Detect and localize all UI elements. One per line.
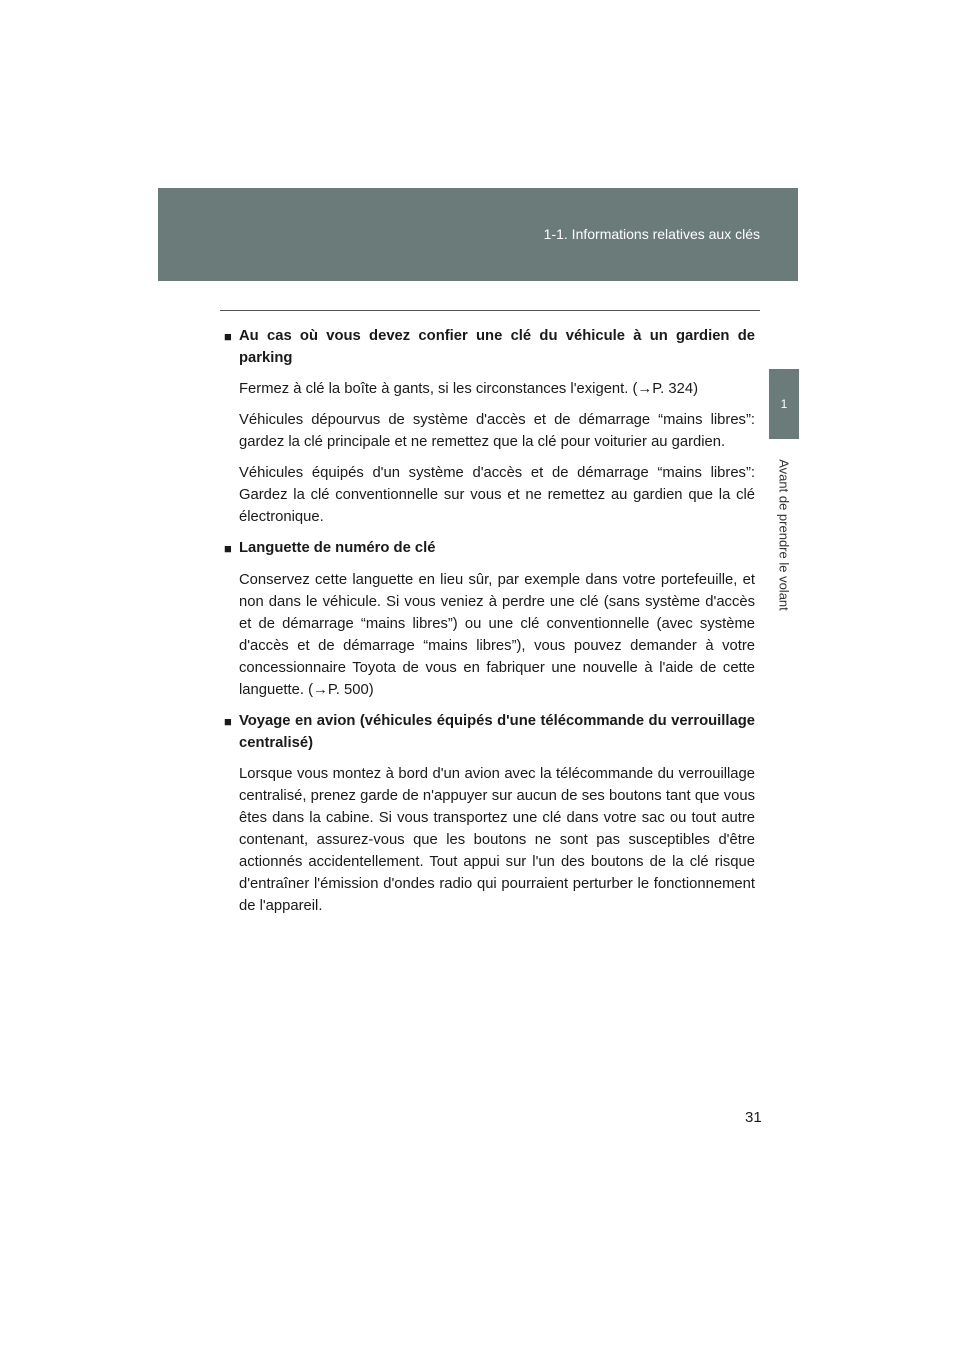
paragraph: Véhicules dépourvus de système d'accès et de démarrage “mains libres”: gardez la clé principale et ne remettez que la clé pour voiturier au gardien. [239,412,755,450]
paragraph: Conservez cette languette en lieu sûr, par exemple dans votre portefeuille, et non dans le véhicule. Si vous veniez à perdre une clé (sans système d'accès et de démarrage “mains libres”) ou une clé conventionnelle (avec système d'accès et de démarrage “mains libres”), vous pouvez demander à votre concessionnaire Toyota de vous en fabriquer une nouvelle à l'aide de cette languette. (→P. 500) [239,572,755,698]
chapter-label: Avant de prendre le volant [776,459,792,611]
chapter-tab [769,369,799,439]
page-number: 31 [745,1109,762,1126]
paragraph: Lorsque vous montez à bord d'un avion avec la télécommande du verrouillage centralisé, prenez garde de n'appuyer sur aucun de ses boutons tant que vous êtes dans la cabine. Si vous transportez une clé dans votre sac ou tout autre contenant, assurez-vous que les boutons ne sont pas susceptibles d'être actionnés accidentellement. Tout appui sur l'un des boutons de la clé risque d'entraîner l'émission d'ondes radio qui pourraient perturber le fonctionnement de l'appareil. [239,766,755,914]
section-heading: ■ Au cas où vous devez confier une clé du véhicule à un gardien de parking [224,325,755,369]
section-title: 1-1. Informations relatives aux clés [543,226,760,242]
section-air-travel [224,710,755,917]
square-bullet-icon: ■ [224,329,232,344]
paragraph: Véhicules équipés d'un système d'accès et de démarrage “mains libres”: Gardez la clé conventionnelle sur vous et ne remettez au gardien que la clé électronique. [239,465,755,525]
paragraph: Fermez à clé la boîte à gants, si les circonstances l'exigent. (→P. 324) [239,381,699,397]
chapter-number: 1 [780,397,788,411]
page-content [224,325,755,926]
section-key-number-plate [224,537,755,701]
square-bullet-icon: ■ [224,541,232,556]
section-valet [224,325,755,528]
square-bullet-icon: ■ [224,714,232,729]
header-band [158,188,798,281]
section-heading: ■ Languette de numéro de clé [224,537,755,560]
section-heading: ■ Voyage en avion (véhicules équipés d'une télécommande du verrouillage centralisé) [224,710,755,754]
divider [220,310,760,311]
